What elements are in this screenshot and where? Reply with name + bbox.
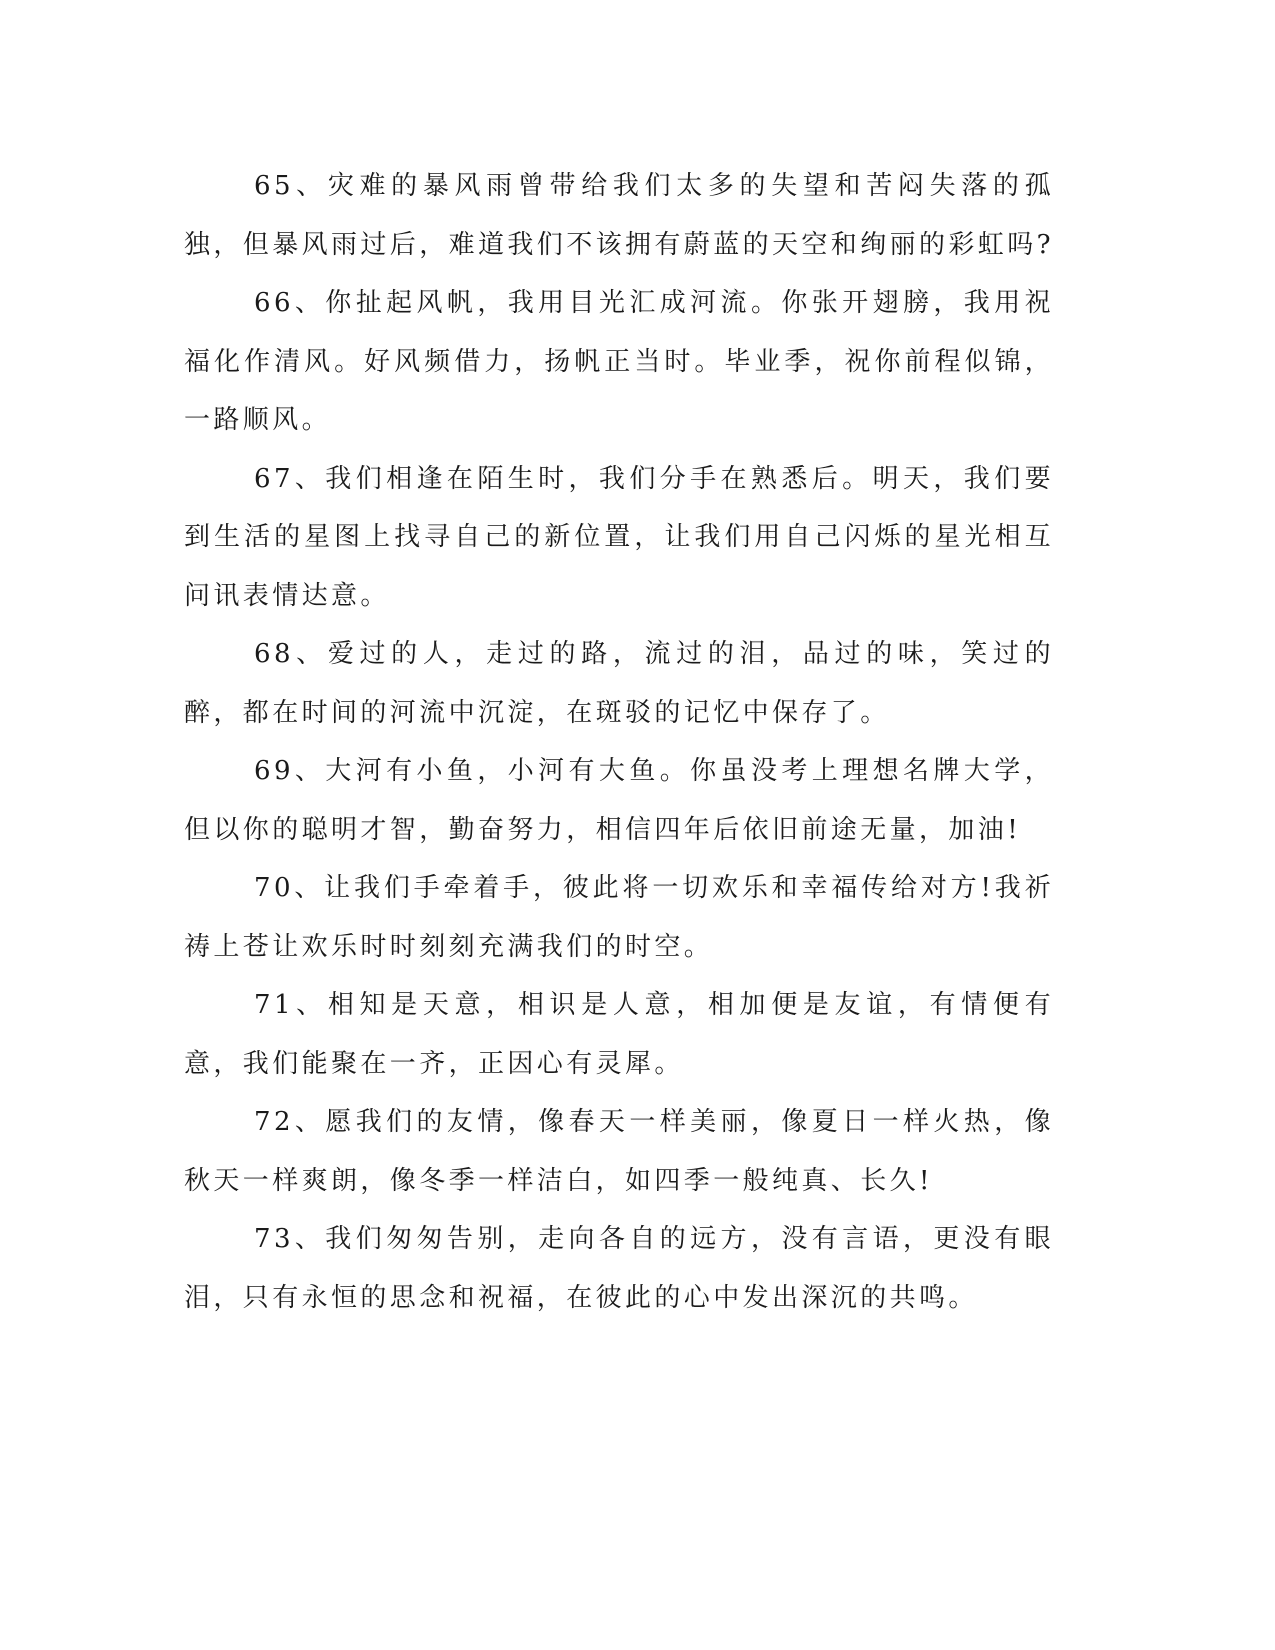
paragraph-65: 65、灾难的暴风雨曾带给我们太多的失望和苦闷失落的孤独，但暴风雨过后，难道我们不该拥有蔚蓝的天空和绚丽的彩虹吗? (184, 171, 1054, 260)
paragraph-66: 66、你扯起风帆，我用目光汇成河流。你张开翅膀，我用祝福化作清风。好风频借力，扬帆正当时。毕业季，祝你前程似锦，一路顺风。 (184, 288, 1054, 435)
paragraph-69: 69、大河有小鱼，小河有大鱼。你虽没考上理想名牌大学，但以你的聪明才智，勤奋努力，相信四年后依旧前途无量，加油! (184, 756, 1054, 845)
paragraph-68: 68、爱过的人，走过的路，流过的泪，品过的味，笑过的醉，都在时间的河流中沉淀，在斑驳的记忆中保存了。 (184, 639, 1054, 728)
paragraph-73: 73、我们匆匆告别，走向各自的远方，没有言语，更没有眼泪，只有永恒的思念和祝福，在彼此的心中发出深沉的共鸣。 (184, 1224, 1054, 1313)
paragraph-67: 67、我们相逢在陌生时，我们分手在熟悉后。明天，我们要到生活的星图上找寻自己的新位置，让我们用自己闪烁的星光相互问讯表情达意。 (184, 463, 1054, 611)
paragraph-72: 72、愿我们的友情，像春天一样美丽，像夏日一样火热，像秋天一样爽朗，像冬季一样洁白，如四季一般纯真、长久! (184, 1107, 1054, 1196)
document-body (184, 157, 1054, 1327)
paragraph-70: 70、让我们手牵着手，彼此将一切欢乐和幸福传给对方!我祈祷上苍让欢乐时时刻刻充满我们的时空。 (184, 873, 1054, 962)
paragraph-71: 71、相知是天意，相识是人意，相加便是友谊，有情便有意，我们能聚在一齐，正因心有灵犀。 (184, 990, 1054, 1079)
